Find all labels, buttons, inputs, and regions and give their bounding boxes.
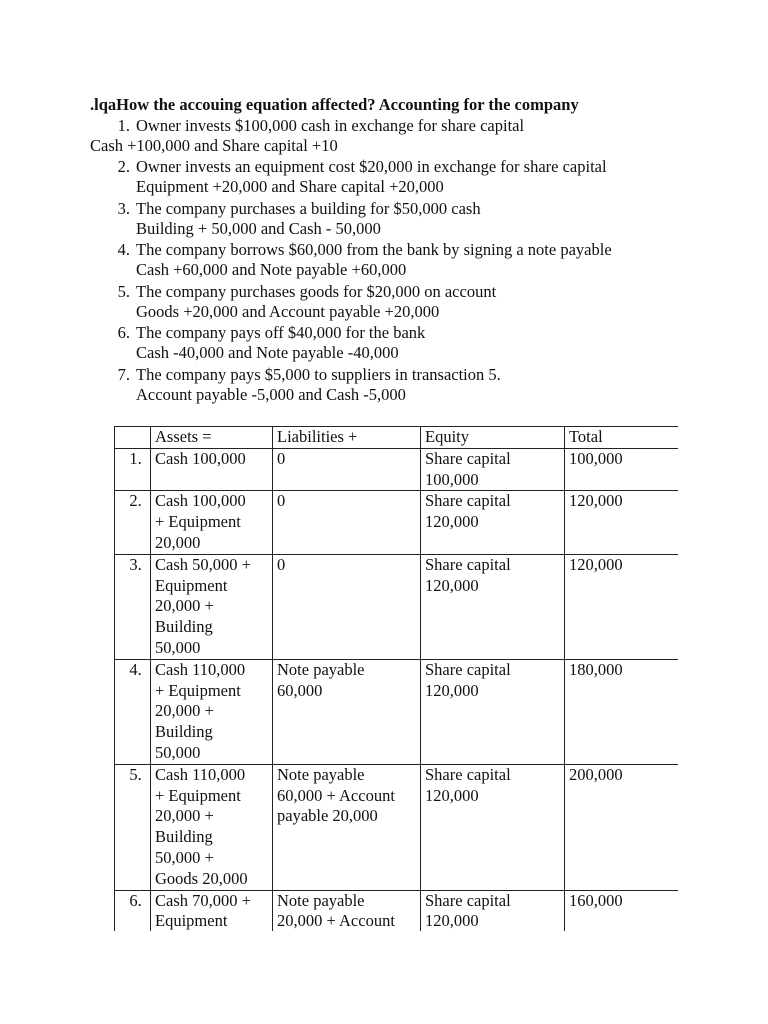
assets-cell-line: 20,000 +: [155, 596, 214, 616]
assets-cell-line: Cash 70,000 +: [155, 890, 251, 910]
total-cell: 160,000: [565, 890, 679, 931]
item-text: The company purchases goods for $20,000 on account: [136, 282, 497, 301]
assets-cell-line: 50,000: [155, 742, 201, 762]
table-row: [115, 890, 679, 931]
equity-cell-line: Share capital: [425, 554, 511, 574]
item-number: 7.: [117, 365, 130, 384]
assets-cell-line: Equipment: [155, 575, 228, 595]
assets-cell-line: + Equipment: [155, 680, 241, 700]
item-effect: Cash -40,000 and Note payable -40,000: [136, 343, 399, 362]
item-number: 4.: [117, 240, 130, 259]
item-text: Owner invests $100,000 cash in exchange for share capital: [136, 116, 525, 135]
assets-cell: [151, 764, 273, 890]
assets-cell-line: 20,000: [155, 532, 201, 552]
equity-cell: [421, 554, 565, 659]
liabilities-cell-line: 60,000 + Account: [277, 785, 395, 805]
equity-cell-line: 100,000: [425, 469, 479, 489]
assets-cell-line: Building: [155, 722, 213, 742]
assets-cell-line: + Equipment: [155, 512, 241, 532]
equity-cell: [421, 659, 565, 764]
equity-cell-line: Share capital: [425, 659, 511, 679]
assets-cell-line: 20,000 +: [155, 701, 214, 721]
row-number-cell: 2.: [115, 491, 151, 554]
liabilities-cell: [273, 491, 421, 554]
item-number: 1.: [117, 116, 130, 135]
total-cell: 100,000: [565, 448, 679, 491]
header-cell-equity: Equity: [421, 427, 565, 449]
equity-cell-line: Share capital: [425, 448, 511, 468]
liabilities-cell: [273, 554, 421, 659]
equity-cell-line: Share capital: [425, 890, 511, 910]
item-text: Owner invests an equipment cost $20,000 in exchange for share capital: [136, 157, 607, 176]
assets-cell-line: 20,000 +: [155, 806, 214, 826]
equity-cell-line: 120,000: [425, 911, 479, 931]
liabilities-cell-line: Note payable: [277, 890, 365, 910]
table-row: [115, 659, 679, 764]
assets-cell-line: 50,000: [155, 637, 201, 657]
equity-cell-line: Share capital: [425, 764, 511, 784]
assets-cell-line: Cash 100,000: [155, 448, 246, 468]
liabilities-cell-line: Note payable: [277, 659, 365, 679]
assets-cell-line: Building: [155, 617, 213, 637]
header-cell: [115, 427, 151, 449]
document-title: .lqaHow the accouing equation affected? Accounting for the company: [90, 95, 579, 114]
equity-cell: [421, 448, 565, 491]
assets-cell-line: + Equipment: [155, 785, 241, 805]
liabilities-cell-line: 0: [277, 491, 286, 511]
liabilities-cell-line: payable 20,000: [277, 806, 378, 826]
equity-cell-line: 120,000: [425, 512, 479, 532]
liabilities-cell-line: Note payable: [277, 764, 365, 784]
header-cell-total: Total: [565, 427, 679, 449]
liabilities-cell: [273, 890, 421, 931]
assets-cell-line: 50,000 +: [155, 847, 214, 867]
accounting-equation-table-container: [114, 426, 678, 931]
row-number-cell: 6.: [115, 890, 151, 931]
header-cell-assets: Assets =: [151, 427, 273, 449]
table-row: [115, 764, 679, 890]
assets-cell: [151, 659, 273, 764]
table-row: [115, 491, 679, 554]
total-cell: 120,000: [565, 554, 679, 659]
row-number-cell: 3.: [115, 554, 151, 659]
liabilities-cell: [273, 764, 421, 890]
total-cell: 180,000: [565, 659, 679, 764]
item-number: 5.: [117, 282, 130, 301]
liabilities-cell: [273, 448, 421, 491]
equity-cell-line: 120,000: [425, 785, 479, 805]
assets-cell: [151, 890, 273, 931]
item-text: The company borrows $60,000 from the bank by signing a note payable: [136, 240, 612, 259]
row-number-cell: 1.: [115, 448, 151, 491]
header-cell-liabilities: Liabilities +: [273, 427, 421, 449]
item-text: The company pays $5,000 to suppliers in transaction 5.: [136, 365, 501, 384]
assets-cell-line: Cash 110,000: [155, 764, 246, 784]
assets-cell: [151, 554, 273, 659]
table-header-row: [115, 427, 679, 449]
table-row: [115, 448, 679, 491]
assets-cell-line: Building: [155, 827, 213, 847]
equity-cell: [421, 764, 565, 890]
total-cell: 120,000: [565, 491, 679, 554]
item-number: 6.: [117, 323, 130, 342]
equity-cell: [421, 890, 565, 931]
assets-cell-line: Cash 100,000: [155, 491, 246, 511]
row-number-cell: 4.: [115, 659, 151, 764]
assets-cell-line: Cash 50,000 +: [155, 554, 251, 574]
assets-cell: [151, 491, 273, 554]
assets-cell-line: Equipment: [155, 911, 228, 931]
accounting-equation-table: [114, 426, 678, 931]
equity-cell-line: 120,000: [425, 575, 479, 595]
item-text: The company purchases a building for $50,000 cash: [136, 199, 481, 218]
liabilities-cell: [273, 659, 421, 764]
liabilities-cell-line: 0: [277, 554, 286, 574]
item-text: The company pays off $40,000 for the bank: [136, 323, 426, 342]
table-row: [115, 554, 679, 659]
item-number: 2.: [117, 157, 130, 176]
item-number: 3.: [117, 199, 130, 218]
liabilities-cell-line: 0: [277, 448, 286, 468]
item-effect: Goods +20,000 and Account payable +20,000: [136, 302, 440, 321]
row-number-cell: 5.: [115, 764, 151, 890]
assets-cell: [151, 448, 273, 491]
equity-cell-line: 120,000: [425, 680, 479, 700]
equity-cell-line: Share capital: [425, 491, 511, 511]
liabilities-cell-line: 60,000: [277, 680, 323, 700]
liabilities-cell-line: 20,000 + Account: [277, 911, 395, 931]
equity-cell: [421, 491, 565, 554]
item-effect: Building + 50,000 and Cash - 50,000: [136, 219, 381, 238]
item-effect: Cash +60,000 and Note payable +60,000: [136, 260, 407, 279]
item-effect: Account payable -5,000 and Cash -5,000: [136, 385, 406, 404]
assets-cell-line: Cash 110,000: [155, 659, 246, 679]
item-effect: Equipment +20,000 and Share capital +20,000: [136, 177, 444, 196]
item-effect: Cash +100,000 and Share capital +10: [90, 136, 338, 155]
total-cell: 200,000: [565, 764, 679, 890]
assets-cell-line: Goods 20,000: [155, 868, 248, 888]
